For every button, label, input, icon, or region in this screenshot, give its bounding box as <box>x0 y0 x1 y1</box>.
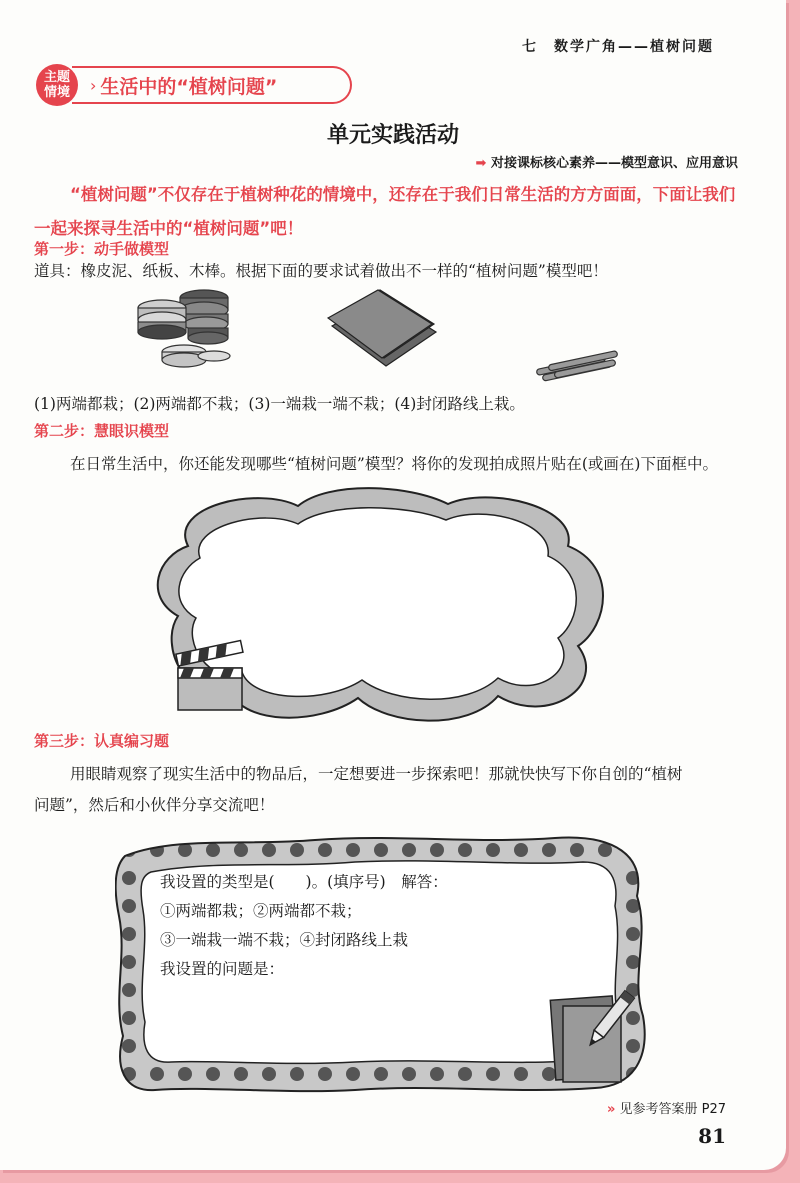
step-3-line-1: 用眼睛观察了现实生活中的物品后，一定想要进一步探索吧！那就快快写下你自创的“植树 <box>70 765 683 783</box>
literacy-text: 对接课标核心素养——模型意识、应用意识 <box>490 156 738 171</box>
step-1-tools: 道具：橡皮泥、纸板、木棒。根据下面的要求试着做出不一样的“植树问题”模型吧！ <box>34 262 608 280</box>
badge-line-2: 情境 <box>43 85 70 100</box>
literacy-note <box>476 152 738 171</box>
answer-reference <box>607 1098 726 1117</box>
theme-banner <box>72 66 352 104</box>
chevron-right-icon: › <box>90 75 97 95</box>
step-1-title: 第一步：动手做模型 <box>34 240 170 258</box>
form-question-line: 我设置的问题是： <box>160 960 285 978</box>
page-number: 81 <box>698 1124 726 1148</box>
step-1-requirements: (1)两端都栽；(2)两端都不栽；(3)一端栽一端不栽；(4)封闭路线上栽。 <box>34 395 525 413</box>
cardboard-icon <box>322 286 442 378</box>
step-3-title: 第三步：认真编习题 <box>34 732 170 750</box>
form-options-line-1: ①两端都栽；②两端都不栽； <box>160 902 362 920</box>
arrow-right-icon: ➡ <box>475 156 487 171</box>
theme-title: 生活中的“植树问题” <box>100 75 278 98</box>
answer-reference-text: 见参考答案册 P27 <box>619 1102 726 1117</box>
page-title: 单元实践活动 <box>326 123 459 148</box>
step-2-text: 在日常生活中，你还能发现哪些“植树问题”模型？将你的发现拍成照片贴在(或画在)下面框中。 <box>70 455 718 473</box>
form-type-line: 我设置的类型是( )。(填序号) 解答： <box>160 873 448 891</box>
intro-paragraph: “植树问题”不仅存在于植树种花的情境中，还存在于我们日常生活的方方面面，下面让我们一起来探寻生活中的“植树问题”吧！ <box>34 185 736 238</box>
notepad-pencil-icon <box>550 991 634 1082</box>
sticks-icon <box>532 340 622 382</box>
step-3-line-2: 问题”，然后和小伙伴分享交流吧！ <box>34 796 275 814</box>
photo-cloud-frame <box>148 486 618 731</box>
chapter-header: 七 数学广角——植树问题 <box>522 39 714 55</box>
theme-badge <box>36 64 78 106</box>
double-chevron-icon: » <box>606 1102 616 1117</box>
form-options-line-2: ③一端栽一端不栽；④封闭路线上栽 <box>160 931 409 949</box>
clay-icon <box>132 284 240 380</box>
step-2-title: 第二步：慧眼识模型 <box>34 422 170 440</box>
problem-form <box>160 868 448 984</box>
badge-line-1: 主题 <box>43 70 70 85</box>
